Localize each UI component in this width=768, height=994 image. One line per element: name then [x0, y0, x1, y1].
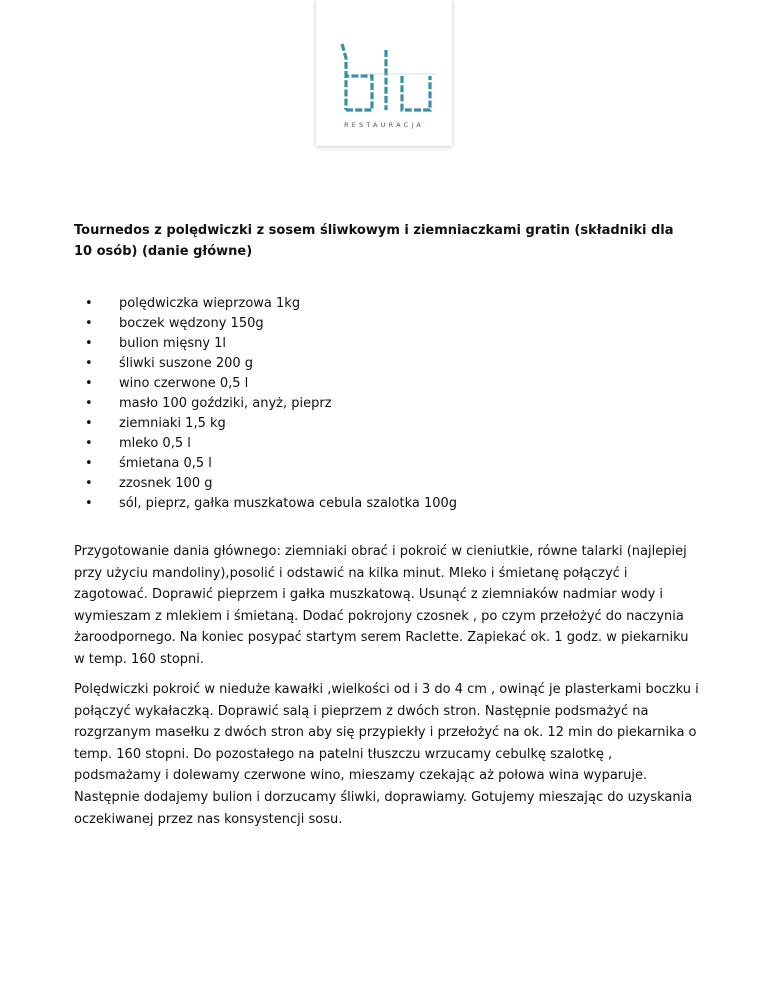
blu-wordmark-logo: [316, 0, 452, 120]
recipe-title: Tournedos z polędwiczki z sosem śliwkowym i ziemniaczkami gratin (składniki dla 10 osób) (danie główne): [74, 223, 674, 259]
ingredient-item: • bulion mięsny 1l: [74, 334, 457, 354]
preparation-paragraph-potatoes: Przygotowanie dania głównego: ziemniaki obrać i pokroić w cieniutkie, równe talarki (najlepiej przy użyciu mandoliny),posolić i odstawić na kilka minut. Mleko i śmietanę połączyć i zagotować. Doprawić pieprzem i gałka muszkatową. Usunąć z ziemniaków nadmiar wody i wymieszam z mlekiem i śmietaną. Dodać pokrojony czosnek , po czym przełożyć do naczynia żaroodpornego. Na koniec posypać startym serem Raclette. Zapiekać ok. 1 godz. w piekarniku w temp. 160 stopni.: [74, 544, 689, 667]
ingredient-item: • śmietana 0,5 l: [74, 454, 457, 474]
ingredient-item: • wino czerwone 0,5 l: [74, 374, 457, 394]
ingredient-item: • zzosnek 100 g: [74, 474, 457, 494]
ingredient-item: • śliwki suszone 200 g: [74, 354, 457, 374]
preparation-paragraph-tenderloin: Polędwiczki pokroić w nieduże kawałki ,wielkości od i 3 do 4 cm , owinąć je plasterkami boczku i połączyć wykałaczką. Doprawić salą i pieprzem z dwóch stron. Następnie podsmażyć na rozgrzanym masełku z dwóch stron aby się przypiekły i przełożyć na ok. 12 min do piekarnika o temp. 160 stopni. Do pozostałego na patelni tłuszczu wrzucamy cebulkę szalotkę , podsmażamy i dolewamy czerwone wino, mieszamy czekając aż połowa wina wyparuje. Następnie dodajemy bulion i dorzucamy śliwki, doprawiamy. Gotujemy mieszając do uzyskania oczekiwanej przez nas konsystencji sosu.: [74, 682, 699, 827]
restaurant-logo: [316, 0, 452, 146]
ingredient-item: • masło 100 goździki, anyż, pieprz: [74, 394, 457, 414]
logo-subtitle: RESTAURACJA: [344, 121, 424, 129]
ingredient-item: • sól, pieprz, gałka muszkatowa cebula szalotka 100g: [74, 494, 457, 514]
ingredient-item: • boczek wędzony 150g: [74, 314, 457, 334]
ingredient-item: • mleko 0,5 l: [74, 434, 457, 454]
ingredient-item: • ziemniaki 1,5 kg: [74, 414, 457, 434]
ingredient-item: • polędwiczka wieprzowa 1kg: [74, 294, 457, 314]
ingredient-list: [74, 294, 457, 514]
